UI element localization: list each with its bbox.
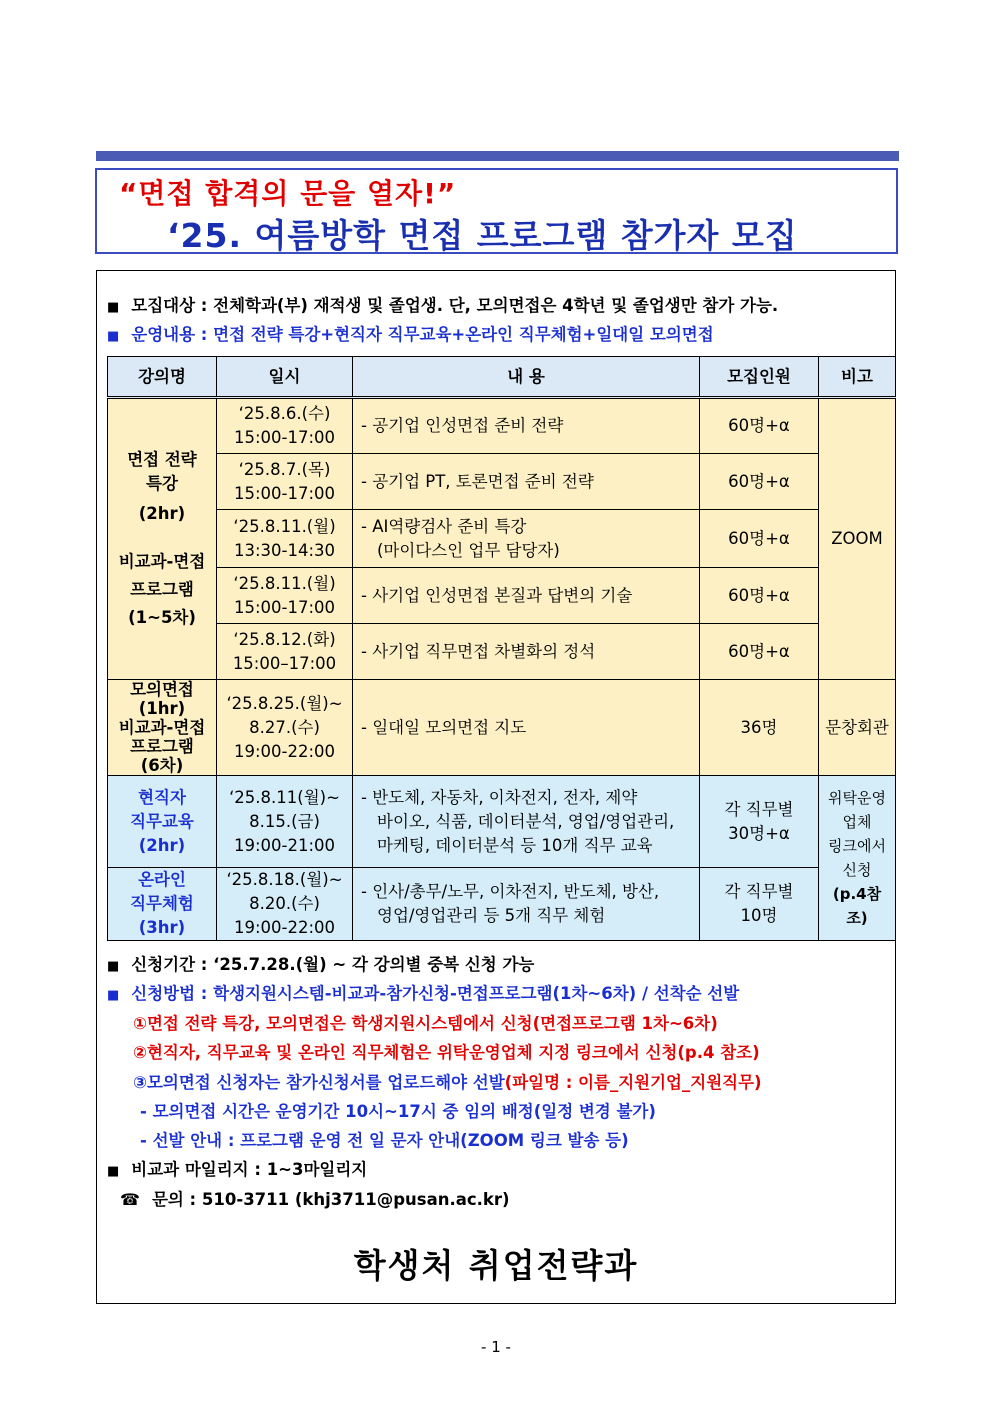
lecture-name-cell: 모의면접 (1hr) 비교과-면접 프로그램 (6차) bbox=[108, 680, 217, 776]
lecture-name-cell: 면접 전략 특강 (2hr) 비교과-면접 프로그램 (1~5차) bbox=[108, 398, 217, 680]
content-cell: - 공기업 PT, 토론면접 준비 전략 bbox=[353, 454, 700, 510]
page-number: - 1 - bbox=[481, 1338, 511, 1356]
method-sub-2: - 선발 안내 : 프로그램 운영 전 일 문자 안내(ZOOM 링크 발송 등) bbox=[140, 1131, 629, 1150]
date-cell: ‘25.8.11.(월) 13:30-14:30 bbox=[217, 510, 353, 568]
content-cell: - 공기업 인성면접 준비 전략 bbox=[353, 398, 700, 454]
count-cell: 각 직무별 30명+α bbox=[700, 776, 819, 868]
apply-period: ■ 신청기간 : ‘25.7.28.(월) ~ 각 강의별 중복 신청 가능 bbox=[107, 955, 535, 974]
square-bullet-icon: ■ bbox=[107, 329, 120, 344]
table-header-row bbox=[108, 357, 896, 398]
content-cell: - 일대일 모의면접 지도 bbox=[353, 680, 700, 776]
content-cell: - 반도체, 자동차, 이차전지, 전자, 제약 바이오, 식품, 데이터분석, 영업/영업관리, 마케팅, 데이터분석 등 10개 직무 교육 bbox=[353, 776, 700, 868]
title-top-bar bbox=[96, 151, 899, 161]
count-cell: 36명 bbox=[700, 680, 819, 776]
square-bullet-icon: ■ bbox=[107, 1164, 120, 1179]
header-cell: 강의명 bbox=[108, 357, 217, 398]
square-bullet-icon: ■ bbox=[107, 300, 120, 315]
header-cell: 모집인원 bbox=[700, 357, 819, 398]
contact: ☎ 문의 : 510-3711 (khj3711@pusan.ac.kr) bbox=[120, 1190, 510, 1209]
content-cell: - AI역량검사 준비 특강 (마이다스인 업무 담당자) bbox=[353, 510, 700, 568]
count-cell: 각 직무별 10명 bbox=[700, 868, 819, 941]
table-row bbox=[108, 568, 896, 624]
apply-method: ■ 신청방법 : 학생지원시스템-비교과-참가신청-면접프로그램(1차~6차) / 선착순 선발 bbox=[107, 984, 740, 1003]
note-cell: ZOOM bbox=[819, 398, 896, 680]
count-cell: 60명+α bbox=[700, 568, 819, 624]
date-cell: ‘25.8.11(월)~ 8.15.(금) 19:00-21:00 bbox=[217, 776, 353, 868]
method-item-1: ①면접 전략 특강, 모의면접은 학생지원시스템에서 신청(면접프로그램 1차~6차) bbox=[133, 1014, 718, 1033]
table-row bbox=[108, 868, 896, 941]
phone-icon: ☎ bbox=[120, 1190, 140, 1209]
count-cell: 60명+α bbox=[700, 398, 819, 454]
mileage: ■ 비교과 마일리지 : 1~3마일리지 bbox=[107, 1160, 368, 1179]
summary-content: ■ 운영내용 : 면접 전략 특강+현직자 직무교육+온라인 직무체험+일대일 모의면접 bbox=[107, 325, 714, 344]
header-cell: 내 용 bbox=[353, 357, 700, 398]
department-name: 학생처 취업전략과 bbox=[353, 1246, 639, 1285]
date-cell: ‘25.8.11.(월) 15:00-17:00 bbox=[217, 568, 353, 624]
title-box bbox=[95, 168, 898, 254]
summary-target: ■ 모집대상 : 전체학과(부) 재적생 및 졸업생. 단, 모의면접은 4학년 및 졸업생만 참가 가능. bbox=[107, 296, 779, 315]
table-row bbox=[108, 454, 896, 510]
content-cell: - 사기업 직무면접 차별화의 정석 bbox=[353, 624, 700, 680]
date-cell: ‘25.8.12.(화) 15:00–17:00 bbox=[217, 624, 353, 680]
content-cell: - 인사/총무/노무, 이차전지, 반도체, 방산, 영업/영업관리 등 5개 직무 체험 bbox=[353, 868, 700, 941]
method-sub-1: - 모의면접 시간은 운영기간 10시~17시 중 임의 배정(일정 변경 불가) bbox=[140, 1102, 656, 1121]
count-cell: 60명+α bbox=[700, 454, 819, 510]
header-cell: 비고 bbox=[819, 357, 896, 398]
count-cell: 60명+α bbox=[700, 510, 819, 568]
method-item-3: ③모의면접 신청자는 참가신청서를 업로드해야 선발(파일명 : 이름_지원기업_지원직무) bbox=[133, 1073, 762, 1092]
count-cell: 60명+α bbox=[700, 624, 819, 680]
slogan: “면접 합격의 문을 열자!” bbox=[119, 177, 457, 210]
schedule-table bbox=[107, 356, 896, 941]
table-row bbox=[108, 776, 896, 868]
table-row bbox=[108, 398, 896, 454]
square-bullet-icon: ■ bbox=[107, 959, 120, 974]
table-row bbox=[108, 510, 896, 568]
square-bullet-icon: ■ bbox=[107, 988, 120, 1003]
lecture-name-cell: 현직자 직무교육 (2hr) bbox=[108, 776, 217, 868]
date-cell: ‘25.8.18.(월)~ 8.20.(수) 19:00-22:00 bbox=[217, 868, 353, 941]
table-row bbox=[108, 624, 896, 680]
lecture-name-cell: 온라인 직무체험 (3hr) bbox=[108, 868, 217, 941]
date-cell: ‘25.8.7.(목) 15:00-17:00 bbox=[217, 454, 353, 510]
date-cell: ‘25.8.6.(수) 15:00-17:00 bbox=[217, 398, 353, 454]
content-cell: - 사기업 인성면접 본질과 답변의 기술 bbox=[353, 568, 700, 624]
header-cell: 일시 bbox=[217, 357, 353, 398]
page-title: ‘25. 여름방학 면접 프로그램 참가자 모집 bbox=[167, 216, 798, 255]
table-row bbox=[108, 680, 896, 776]
note-cell: 문창회관 bbox=[819, 680, 896, 776]
note-cell: 위탁운영 업체 링크에서 신청 (p.4참조) bbox=[819, 776, 896, 941]
date-cell: ‘25.8.25.(월)~ 8.27.(수) 19:00-22:00 bbox=[217, 680, 353, 776]
method-item-2: ②현직자, 직무교육 및 온라인 직무체험은 위탁운영업체 지정 링크에서 신청(p.4 참조) bbox=[133, 1043, 760, 1062]
